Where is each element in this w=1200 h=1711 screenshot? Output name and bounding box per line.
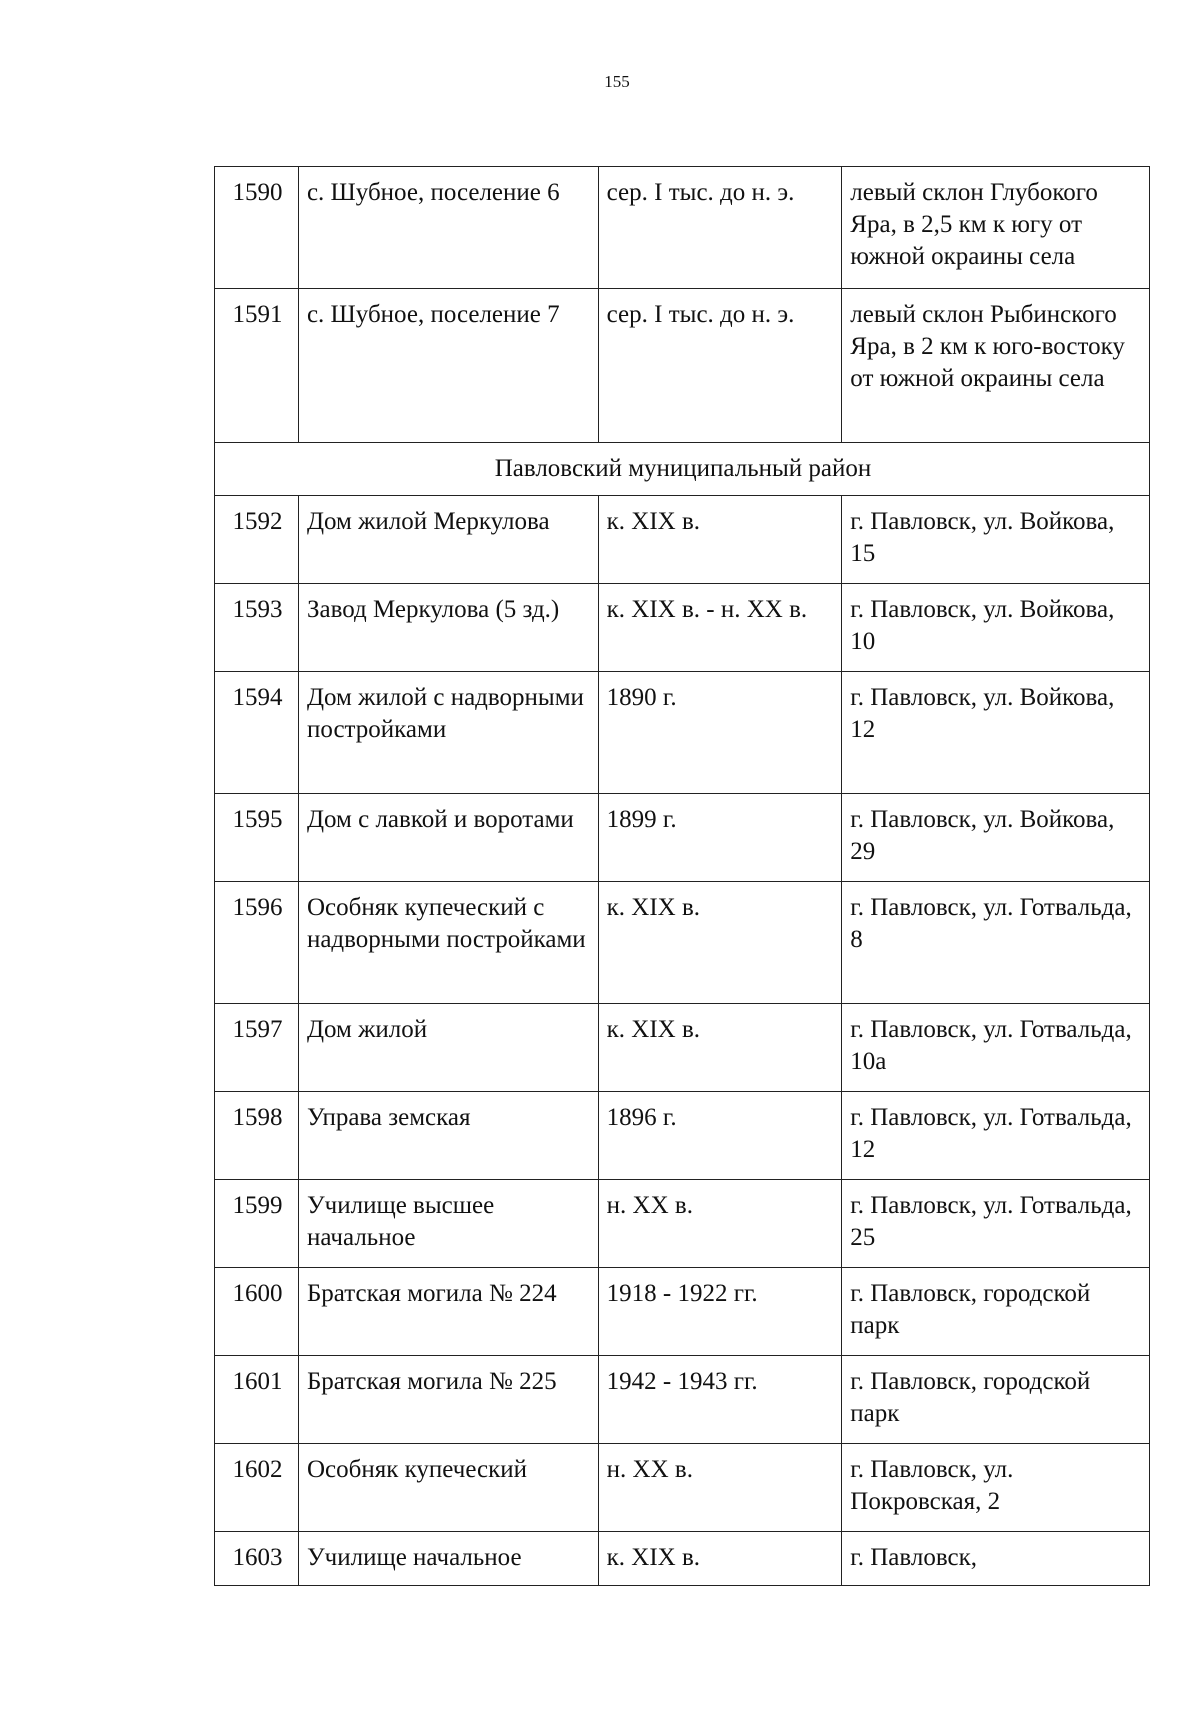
table-row [215, 1092, 1150, 1180]
row-number: 1595 [215, 794, 299, 882]
row-number: 1596 [215, 882, 299, 1004]
object-name: Дом жилой с надворными постройками [298, 672, 598, 794]
table-row [215, 1444, 1150, 1532]
table-row [215, 496, 1150, 584]
row-number: 1599 [215, 1180, 299, 1268]
object-date: 1896 г. [598, 1092, 842, 1180]
object-date: к. XIX в. [598, 496, 842, 584]
object-location: г. Павловск, ул. Готвальда, 12 [842, 1092, 1150, 1180]
object-location: г. Павловск, [842, 1532, 1150, 1586]
table-row [215, 1268, 1150, 1356]
object-name: Братская могила № 224 [298, 1268, 598, 1356]
object-location: г. Павловск, ул. Войкова, 12 [842, 672, 1150, 794]
object-name: Завод Меркулова (5 зд.) [298, 584, 598, 672]
row-number: 1597 [215, 1004, 299, 1092]
object-location: г. Павловск, ул. Войкова, 29 [842, 794, 1150, 882]
row-number: 1603 [215, 1532, 299, 1586]
table-row [215, 584, 1150, 672]
table-row [215, 167, 1150, 289]
section-row [215, 443, 1150, 496]
object-name: Дом с лавкой и воротами [298, 794, 598, 882]
table-row [215, 1356, 1150, 1444]
object-name: с. Шубное, поселение 7 [298, 289, 598, 443]
object-date: 1942 - 1943 гг. [598, 1356, 842, 1444]
object-location: г. Павловск, ул. Войкова, 10 [842, 584, 1150, 672]
object-date: 1899 г. [598, 794, 842, 882]
object-date: сер. I тыс. до н. э. [598, 289, 842, 443]
object-name: Особняк купеческий [298, 1444, 598, 1532]
object-location: левый склон Рыбинского Яра, в 2 км к юго-востоку от южной окраины села [842, 289, 1150, 443]
row-number: 1592 [215, 496, 299, 584]
object-name: Дом жилой [298, 1004, 598, 1092]
object-date: н. XX в. [598, 1444, 842, 1532]
table-row [215, 882, 1150, 1004]
object-date: сер. I тыс. до н. э. [598, 167, 842, 289]
object-date: н. XX в. [598, 1180, 842, 1268]
object-date: к. XIX в. [598, 1532, 842, 1586]
object-location: г. Павловск, ул. Готвальда, 8 [842, 882, 1150, 1004]
object-date: к. XIX в. - н. XX в. [598, 584, 842, 672]
heritage-registry-table [214, 166, 1150, 1586]
table-row [215, 1532, 1150, 1586]
object-name: Особняк купеческий с надворными постройками [298, 882, 598, 1004]
table-row [215, 794, 1150, 882]
object-name: с. Шубное, поселение 6 [298, 167, 598, 289]
object-name: Училище начальное [298, 1532, 598, 1586]
object-date: к. XIX в. [598, 1004, 842, 1092]
table-row [215, 289, 1150, 443]
object-name: Братская могила № 225 [298, 1356, 598, 1444]
object-location: г. Павловск, ул. Готвальда, 10а [842, 1004, 1150, 1092]
object-date: 1918 - 1922 гг. [598, 1268, 842, 1356]
row-number: 1590 [215, 167, 299, 289]
object-location: г. Павловск, городской парк [842, 1268, 1150, 1356]
object-name: Управа земская [298, 1092, 598, 1180]
row-number: 1594 [215, 672, 299, 794]
table-row [215, 672, 1150, 794]
object-location: г. Павловск, ул. Готвальда, 25 [842, 1180, 1150, 1268]
object-location: левый склон Глубокого Яра, в 2,5 км к югу от южной окраины села [842, 167, 1150, 289]
object-name: Училище высшее начальное [298, 1180, 598, 1268]
section-title: Павловский муниципальный район [215, 443, 1150, 496]
row-number: 1602 [215, 1444, 299, 1532]
row-number: 1601 [215, 1356, 299, 1444]
object-location: г. Павловск, городской парк [842, 1356, 1150, 1444]
row-number: 1598 [215, 1092, 299, 1180]
object-location: г. Павловск, ул. Войкова, 15 [842, 496, 1150, 584]
table-row [215, 1180, 1150, 1268]
row-number: 1591 [215, 289, 299, 443]
object-date: к. XIX в. [598, 882, 842, 1004]
page-number: 155 [604, 72, 630, 91]
row-number: 1593 [215, 584, 299, 672]
object-name: Дом жилой Меркулова [298, 496, 598, 584]
row-number: 1600 [215, 1268, 299, 1356]
object-date: 1890 г. [598, 672, 842, 794]
table-row [215, 1004, 1150, 1092]
object-location: г. Павловск, ул. Покровская, 2 [842, 1444, 1150, 1532]
